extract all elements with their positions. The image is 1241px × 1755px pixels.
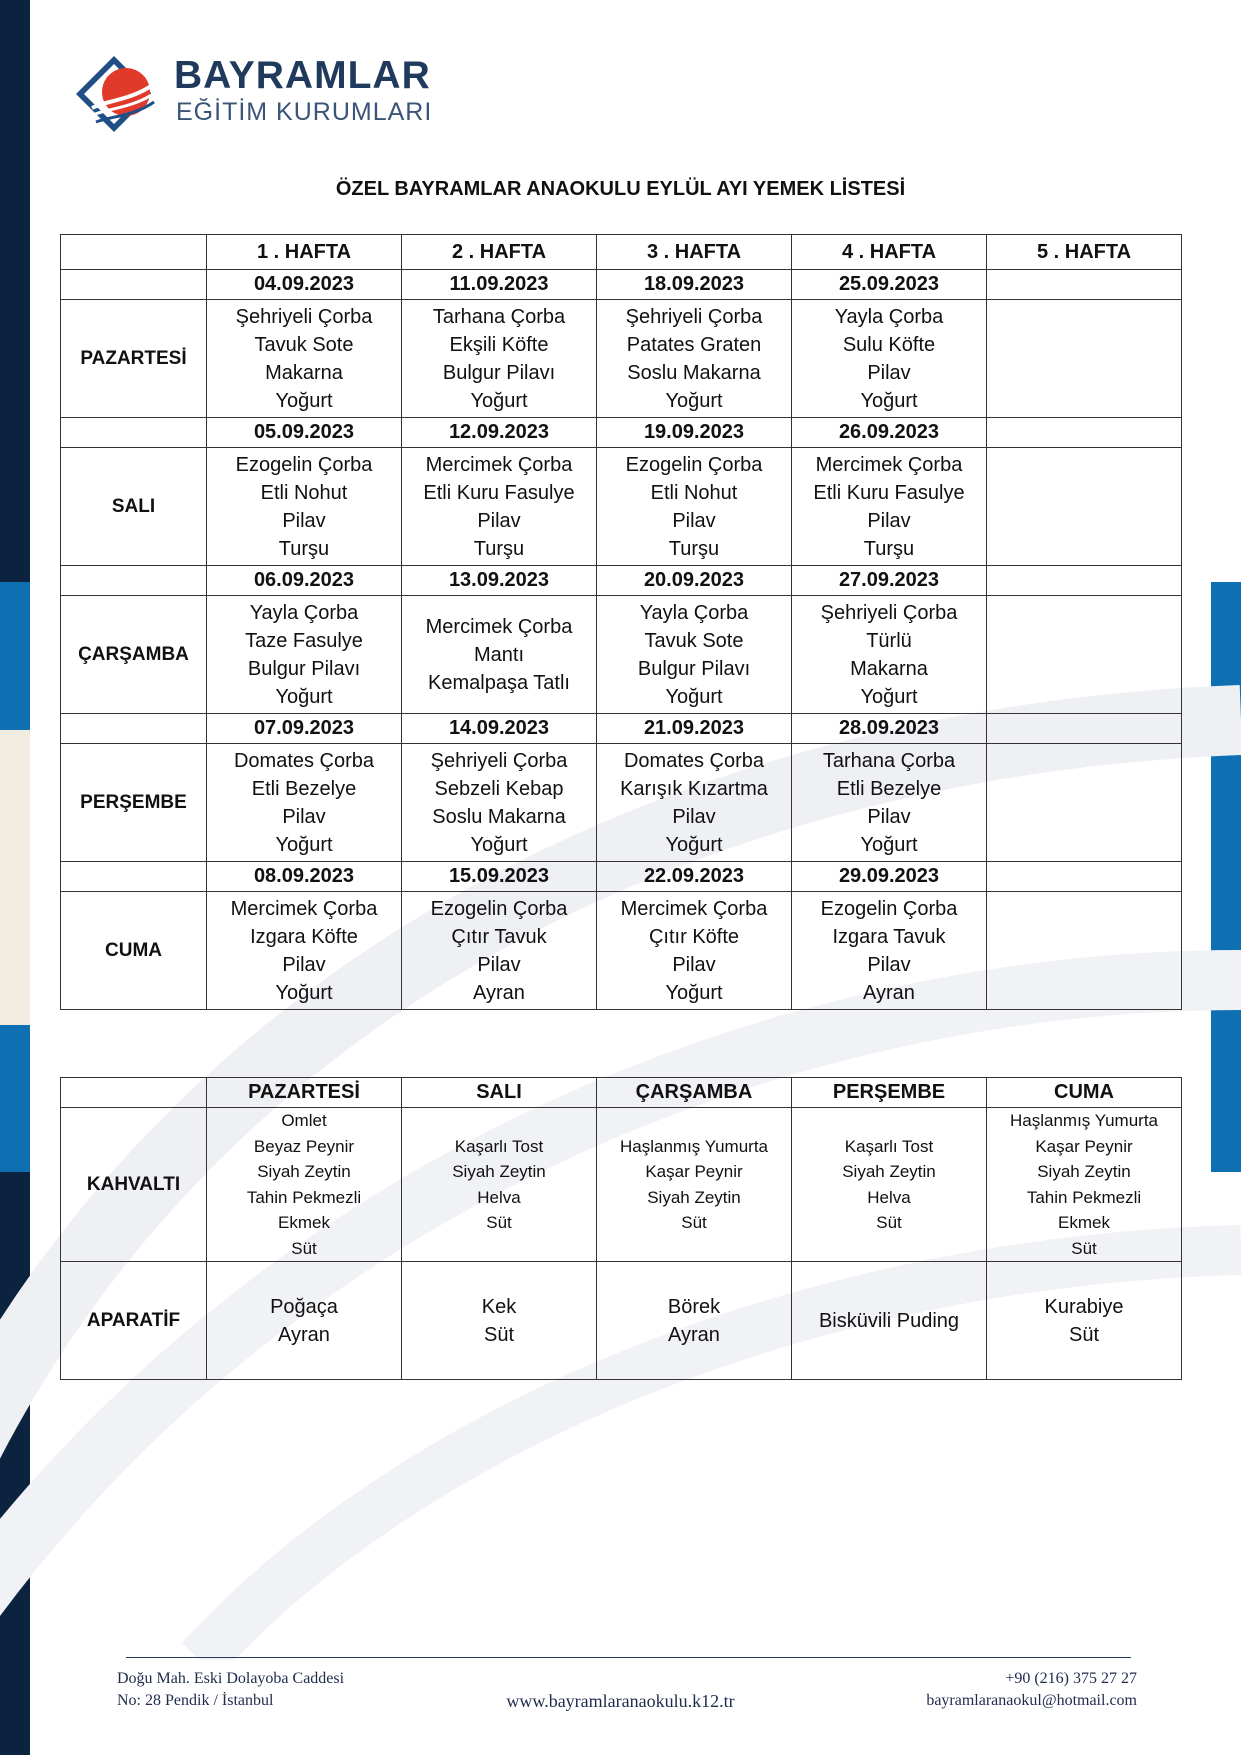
- menu-item: Kemalpaşa Tatlı: [428, 671, 570, 694]
- menu-item: Ayran: [863, 981, 915, 1004]
- menu-item: Pilav: [477, 509, 521, 532]
- menu-item: Makarna: [850, 657, 928, 680]
- menu-item: Helva: [477, 1187, 521, 1207]
- menu-item: Etli Nohut: [260, 481, 348, 504]
- date-cell: 22.09.2023: [597, 862, 792, 892]
- right-accent-bar: [1211, 582, 1241, 1172]
- menu-item: Domates Çorba: [623, 749, 765, 772]
- menu-item: Siyah Zeytin: [452, 1162, 546, 1181]
- menu-item: Ekşili Köfte: [449, 333, 549, 356]
- weekday-header: PERŞEMBE: [792, 1078, 987, 1108]
- menu-item: Siyah Zeytin: [1037, 1162, 1131, 1181]
- menu-cell: [207, 892, 402, 1010]
- menu-item: Süt: [681, 1213, 707, 1232]
- menu-item: Pilav: [477, 953, 521, 976]
- menu-item: Beyaz Peynir: [253, 1136, 355, 1156]
- footer-contact: [926, 1668, 1137, 1712]
- week-header: 5 . HAFTA: [987, 235, 1182, 270]
- menu-cell: [207, 596, 402, 714]
- menu-item: Tarhana Çorba: [432, 305, 566, 328]
- side-bar-navy-top: [0, 0, 30, 582]
- menu-item: Mantı: [473, 643, 525, 666]
- menu-item: Tahin Pekmezli: [1026, 1187, 1142, 1207]
- menu-item: Turşu: [278, 537, 330, 560]
- menu-cell: [792, 448, 987, 566]
- menu-item: Taze Fasulye: [245, 629, 363, 652]
- corner-cell: [61, 1078, 207, 1108]
- menu-item: Süt: [291, 1238, 317, 1258]
- menu-item: Omlet: [281, 1111, 327, 1130]
- menu-item: Pilav: [867, 805, 911, 828]
- menu-item: Karışık Kızartma: [620, 777, 768, 800]
- menu-item: Mercimek Çorba: [815, 453, 963, 476]
- menu-item: Tavuk Sote: [644, 629, 744, 652]
- day-label: SALI: [61, 448, 207, 566]
- menu-cell: [207, 448, 402, 566]
- menu-item: Mercimek Çorba: [230, 897, 378, 920]
- menu-item: Turşu: [473, 537, 525, 560]
- date-cell: 21.09.2023: [597, 714, 792, 744]
- menu-item: Patates Graten: [626, 333, 762, 356]
- meal-row: [61, 1262, 1182, 1380]
- menu-item: Yoğurt: [275, 981, 333, 1004]
- menu-item: Izgara Tavuk: [832, 925, 946, 948]
- menu-item: Şehriyeli Çorba: [235, 305, 373, 328]
- menu-cell: [402, 300, 597, 418]
- weekday-header: SALI: [402, 1078, 597, 1108]
- address-line-1: Doğu Mah. Eski Dolayoba Caddesi: [117, 1670, 345, 1687]
- menu-cell: [987, 744, 1182, 862]
- menu-cell: [987, 892, 1182, 1010]
- menu-item: Turşu: [668, 537, 720, 560]
- menu-item: Süt: [486, 1213, 512, 1232]
- meal-cell: [207, 1108, 402, 1262]
- meal-cell: [402, 1262, 597, 1380]
- header-row: [61, 235, 1182, 270]
- meal-cell: [402, 1108, 597, 1262]
- side-bar-blue-upper: [0, 582, 30, 730]
- menu-item: Bulgur Pilavı: [247, 657, 361, 680]
- date-row: [61, 418, 1182, 448]
- date-cell: 13.09.2023: [402, 566, 597, 596]
- menu-item: Yoğurt: [860, 833, 918, 856]
- meal-cell: [597, 1262, 792, 1380]
- menu-cell: [792, 744, 987, 862]
- menu-item: Izgara Köfte: [250, 925, 358, 948]
- date-row: [61, 714, 1182, 744]
- menu-cell: [597, 892, 792, 1010]
- menu-item: Yoğurt: [860, 685, 918, 708]
- date-cell: 19.09.2023: [597, 418, 792, 448]
- menu-item: Sebzeli Kebap: [434, 777, 564, 800]
- meal-cell: [597, 1108, 792, 1262]
- day-label: CUMA: [61, 892, 207, 1010]
- breakfast-snack-table: [60, 1077, 1182, 1380]
- menu-item: Çıtır Köfte: [648, 925, 740, 948]
- menu-item: Çıtır Tavuk: [451, 925, 547, 948]
- date-cell: 06.09.2023: [207, 566, 402, 596]
- menu-cell: [597, 448, 792, 566]
- menu-cell: [597, 300, 792, 418]
- menu-item: Siyah Zeytin: [647, 1187, 741, 1207]
- empty-date-label-cell: [61, 270, 207, 300]
- menu-row: [61, 300, 1182, 418]
- date-row: [61, 566, 1182, 596]
- menu-item: Ezogelin Çorba: [625, 453, 763, 476]
- empty-date-label-cell: [61, 714, 207, 744]
- menu-cell: [792, 596, 987, 714]
- menu-cell: [402, 744, 597, 862]
- empty-date-label-cell: [61, 566, 207, 596]
- empty-date-label-cell: [61, 862, 207, 892]
- menu-item: Pilav: [672, 953, 716, 976]
- date-cell: 26.09.2023: [792, 418, 987, 448]
- menu-cell: [207, 300, 402, 418]
- menu-item: Kaşar Peynir: [645, 1162, 743, 1181]
- menu-item: Mercimek Çorba: [425, 453, 573, 476]
- meal-cell: [987, 1108, 1182, 1262]
- date-cell: 18.09.2023: [597, 270, 792, 300]
- menu-item: Yoğurt: [470, 389, 528, 412]
- menu-item: Yoğurt: [860, 389, 918, 412]
- logo-mark-icon: [74, 54, 162, 134]
- weekday-header: CUMA: [987, 1078, 1182, 1108]
- side-bar-cream: [0, 730, 30, 1025]
- menu-item: Ayran: [668, 1323, 720, 1346]
- footer-email[interactable]: bayramlaranaokul@hotmail.com: [926, 1692, 1137, 1709]
- menu-item: Pilav: [282, 509, 326, 532]
- meal-label: APARATİF: [61, 1262, 207, 1380]
- menu-item: Pilav: [282, 805, 326, 828]
- menu-item: Helva: [867, 1187, 911, 1207]
- menu-item: Etli Bezelye: [251, 777, 357, 800]
- menu-cell: [597, 744, 792, 862]
- menu-item: Ekmek: [1058, 1213, 1110, 1232]
- menu-item: Süt: [1071, 1238, 1097, 1258]
- menu-item: Sulu Köfte: [842, 333, 936, 356]
- menu-item: Mercimek Çorba: [620, 897, 768, 920]
- menu-item: Pilav: [672, 805, 716, 828]
- menu-item: Yoğurt: [275, 833, 333, 856]
- footer-phone[interactable]: +90 (216) 375 27 27: [1005, 1670, 1137, 1687]
- menu-item: Yoğurt: [665, 833, 723, 856]
- menu-item: Yoğurt: [275, 685, 333, 708]
- date-cell: 27.09.2023: [792, 566, 987, 596]
- menu-row: [61, 744, 1182, 862]
- menu-item: Ekmek: [278, 1213, 330, 1232]
- menu-item: Süt: [1068, 1323, 1100, 1346]
- date-row: [61, 270, 1182, 300]
- menu-item: Pilav: [867, 509, 911, 532]
- date-cell: 11.09.2023: [402, 270, 597, 300]
- menu-item: Şehriyeli Çorba: [430, 749, 568, 772]
- menu-item: Soslu Makarna: [432, 805, 566, 828]
- menu-cell: [792, 300, 987, 418]
- date-cell: 08.09.2023: [207, 862, 402, 892]
- menu-item: Kurabiye: [1044, 1295, 1124, 1318]
- menu-item: Yoğurt: [665, 685, 723, 708]
- date-cell: 15.09.2023: [402, 862, 597, 892]
- weekly-meal-table: [60, 234, 1182, 1010]
- menu-item: Yoğurt: [470, 833, 528, 856]
- header-row: [61, 1078, 1182, 1108]
- menu-row: [61, 892, 1182, 1010]
- menu-row: [61, 448, 1182, 566]
- date-cell: [987, 566, 1182, 596]
- meal-cell: [792, 1262, 987, 1380]
- date-row: [61, 862, 1182, 892]
- menu-item: Ezogelin Çorba: [235, 453, 373, 476]
- footer-website[interactable]: www.bayramlaranaokulu.k12.tr: [506, 1691, 735, 1711]
- menu-cell: [597, 596, 792, 714]
- menu-item: Ezogelin Çorba: [430, 897, 568, 920]
- weekday-header: PAZARTESİ: [207, 1078, 402, 1108]
- day-label: ÇARŞAMBA: [61, 596, 207, 714]
- menu-item: Pilav: [867, 361, 911, 384]
- menu-item: Ezogelin Çorba: [820, 897, 958, 920]
- meal-cell: [207, 1262, 402, 1380]
- menu-cell: [207, 744, 402, 862]
- menu-cell: [402, 596, 597, 714]
- date-cell: 07.09.2023: [207, 714, 402, 744]
- menu-item: Börek: [667, 1295, 721, 1318]
- date-cell: 28.09.2023: [792, 714, 987, 744]
- day-label: PERŞEMBE: [61, 744, 207, 862]
- menu-item: Etli Nohut: [650, 481, 738, 504]
- menu-item: Yayla Çorba: [639, 601, 749, 624]
- menu-item: Yayla Çorba: [834, 305, 944, 328]
- menu-item: Haşlanmış Yumurta: [1009, 1111, 1159, 1130]
- menu-item: Yoğurt: [275, 389, 333, 412]
- menu-item: Turşu: [863, 537, 915, 560]
- menu-item: Haşlanmış Yumurta: [619, 1136, 769, 1156]
- logo-subtitle: EĞİTİM KURUMLARI: [176, 98, 433, 126]
- week-header: 1 . HAFTA: [207, 235, 402, 270]
- date-cell: [987, 418, 1182, 448]
- menu-cell: [792, 892, 987, 1010]
- menu-item: Ayran: [473, 981, 525, 1004]
- date-cell: 04.09.2023: [207, 270, 402, 300]
- menu-item: Türlü: [866, 629, 912, 652]
- date-cell: 14.09.2023: [402, 714, 597, 744]
- menu-item: Tahin Pekmezli: [246, 1187, 362, 1207]
- address-line-2: No: 28 Pendik / İstanbul: [117, 1692, 274, 1709]
- menu-item: Poğaça: [270, 1295, 338, 1318]
- menu-item: Siyah Zeytin: [842, 1162, 936, 1181]
- meal-cell: [987, 1262, 1182, 1380]
- footer-divider: [126, 1657, 1131, 1658]
- date-cell: 20.09.2023: [597, 566, 792, 596]
- menu-item: Makarna: [265, 361, 343, 384]
- corner-cell: [61, 235, 207, 270]
- meal-row: [61, 1108, 1182, 1262]
- date-cell: [987, 862, 1182, 892]
- menu-item: Kek: [481, 1295, 517, 1318]
- date-cell: 05.09.2023: [207, 418, 402, 448]
- menu-item: Etli Bezelye: [836, 777, 942, 800]
- menu-item: Etli Kuru Fasulye: [423, 481, 575, 504]
- menu-item: Bisküvili Puding: [818, 1309, 960, 1332]
- menu-item: Bulgur Pilavı: [442, 361, 556, 384]
- menu-item: Tarhana Çorba: [822, 749, 956, 772]
- menu-item: Tavuk Sote: [254, 333, 354, 356]
- menu-cell: [987, 300, 1182, 418]
- date-cell: 29.09.2023: [792, 862, 987, 892]
- meal-cell: [792, 1108, 987, 1262]
- menu-item: Yayla Çorba: [249, 601, 359, 624]
- menu-item: Mercimek Çorba: [425, 615, 573, 638]
- side-bar-blue-lower: [0, 1025, 30, 1172]
- menu-item: Pilav: [282, 953, 326, 976]
- menu-item: Yoğurt: [665, 981, 723, 1004]
- logo-name: BAYRAMLAR: [174, 54, 431, 97]
- meal-label: KAHVALTI: [61, 1108, 207, 1262]
- date-cell: [987, 270, 1182, 300]
- menu-item: Etli Kuru Fasulye: [813, 481, 965, 504]
- menu-item: Domates Çorba: [233, 749, 375, 772]
- week-header: 3 . HAFTA: [597, 235, 792, 270]
- day-label: PAZARTESİ: [61, 300, 207, 418]
- menu-item: Siyah Zeytin: [257, 1162, 351, 1181]
- page-title: ÖZEL BAYRAMLAR ANAOKULU EYLÜL AYI YEMEK LİSTESİ: [335, 178, 906, 200]
- menu-item: Soslu Makarna: [627, 361, 761, 384]
- menu-cell: [987, 596, 1182, 714]
- menu-item: Şehriyeli Çorba: [625, 305, 763, 328]
- menu-item: Bulgur Pilavı: [637, 657, 751, 680]
- menu-item: Ayran: [278, 1323, 330, 1346]
- date-cell: 25.09.2023: [792, 270, 987, 300]
- menu-item: Kaşar Peynir: [1035, 1136, 1133, 1156]
- menu-item: Kaşarlı Tost: [454, 1136, 544, 1156]
- empty-date-label-cell: [61, 418, 207, 448]
- week-header: 4 . HAFTA: [792, 235, 987, 270]
- menu-row: [61, 596, 1182, 714]
- week-header: 2 . HAFTA: [402, 235, 597, 270]
- menu-item: Süt: [876, 1213, 902, 1232]
- date-cell: [987, 714, 1182, 744]
- menu-cell: [987, 448, 1182, 566]
- menu-item: Yoğurt: [665, 389, 723, 412]
- menu-item: Süt: [483, 1323, 515, 1346]
- menu-cell: [402, 892, 597, 1010]
- side-bar-navy-bottom: [0, 1172, 30, 1755]
- weekday-header: ÇARŞAMBA: [597, 1078, 792, 1108]
- menu-item: Pilav: [672, 509, 716, 532]
- menu-item: Pilav: [867, 953, 911, 976]
- date-cell: 12.09.2023: [402, 418, 597, 448]
- school-logo: [74, 54, 434, 134]
- menu-cell: [402, 448, 597, 566]
- menu-item: Şehriyeli Çorba: [820, 601, 958, 624]
- menu-item: Kaşarlı Tost: [844, 1136, 934, 1156]
